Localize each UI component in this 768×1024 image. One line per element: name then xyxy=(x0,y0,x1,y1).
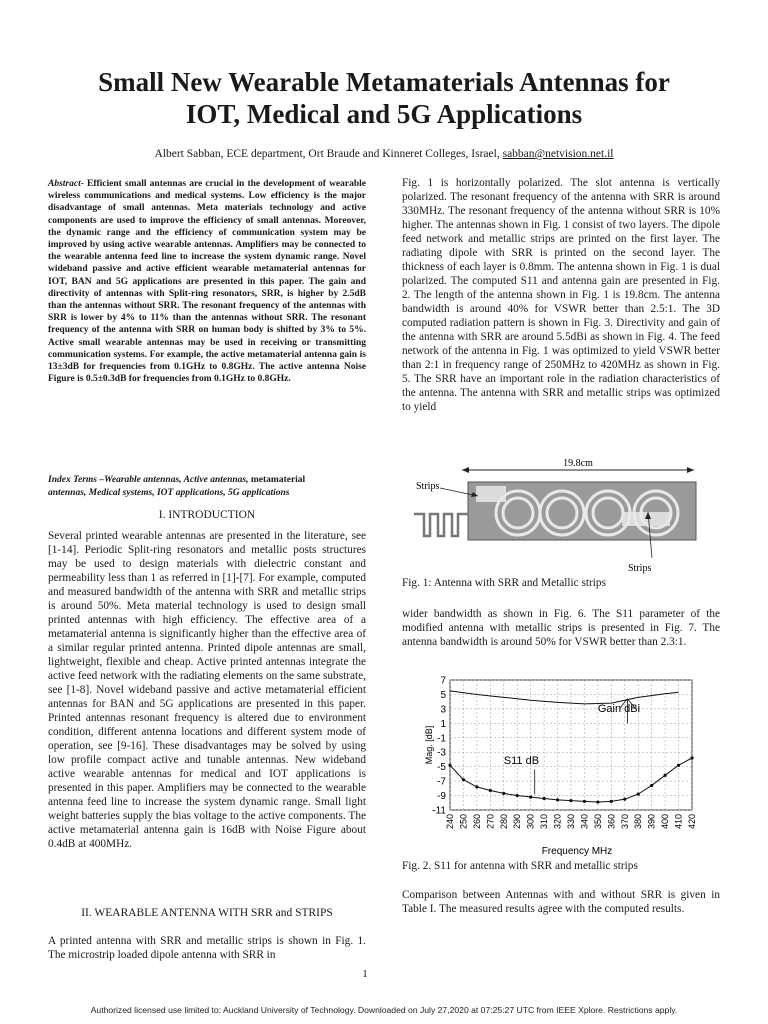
x-tick-label: 240 xyxy=(445,814,455,830)
title-line-2: IOT, Medical and 5G Applications xyxy=(185,99,583,129)
y-tick-label: -3 xyxy=(437,747,446,759)
right-para-1-block xyxy=(402,176,720,414)
footer-license: Authorized licensed use limited to: Auckland University of Technology. Downloaded on July 27,2020 at 07:25:27 UTC from IEEE Xplore. Restrictions apply. xyxy=(90,1005,678,1015)
author-affiliation: Albert Sabban, ECE department, Ort Braude and Kinneret Colleges, Israel, xyxy=(154,148,503,160)
index-terms-lead: Index Terms –Wearable antennas, Active antennas, xyxy=(48,475,249,485)
section-2-heading-wrap xyxy=(48,907,366,919)
y-tick-label: 7 xyxy=(440,675,446,687)
x-tick-label: 290 xyxy=(512,814,523,830)
y-tick-label: -9 xyxy=(437,791,446,803)
x-tick-label: 370 xyxy=(619,814,630,830)
page-number: 1 xyxy=(362,968,368,980)
x-tick-label: 420 xyxy=(687,814,697,830)
y-tick-label: -11 xyxy=(432,805,446,817)
x-tick-label: 300 xyxy=(525,814,536,830)
fig2-caption: Fig. 2. S11 for antenna with SRR and metallic strips xyxy=(402,860,638,872)
y-tick-label: -1 xyxy=(437,733,446,745)
x-tick-label: 270 xyxy=(485,814,496,830)
s11-data-point xyxy=(475,785,478,788)
x-tick-label: 260 xyxy=(471,814,482,830)
x-tick-label: 340 xyxy=(579,814,590,830)
s11-data-point xyxy=(448,764,451,767)
x-tick-label: 410 xyxy=(673,814,684,830)
s11-data-point xyxy=(569,799,572,802)
s11-data-point xyxy=(543,797,546,800)
fig2-caption-wrap xyxy=(402,860,720,872)
left-column xyxy=(48,178,366,385)
x-tick-label: 350 xyxy=(592,814,603,830)
author-email-link[interactable]: sabban@netvision.net.il xyxy=(502,148,614,160)
title-line-1: Small New Wearable Metamaterials Antennas for xyxy=(98,67,670,97)
index-terms-tail: antennas, Medical systems, IOT applications, 5G applications xyxy=(48,488,290,498)
x-tick-label: 280 xyxy=(498,814,509,830)
section-1-heading: I. INTRODUCTION xyxy=(158,509,256,521)
s11-data-point xyxy=(583,800,586,803)
s11-data-point xyxy=(489,789,492,792)
s11-data-point xyxy=(650,784,653,787)
fig1-caption: Fig. 1: Antenna with SRR and Metallic strips xyxy=(402,577,606,589)
x-tick-label: 250 xyxy=(458,814,469,830)
s11-annotation: S11 dB xyxy=(503,754,540,767)
author-line xyxy=(20,148,748,160)
index-terms-mid: metamaterial xyxy=(248,475,306,485)
s11-data-point xyxy=(462,778,465,781)
y-tick-label: 1 xyxy=(440,718,446,730)
section-1-heading-wrap xyxy=(48,509,366,521)
y-tick-label: -7 xyxy=(437,776,446,788)
index-terms xyxy=(48,474,366,500)
s11-data-point xyxy=(690,756,693,759)
strips-label-left: Strips xyxy=(416,481,440,492)
x-tick-label: 380 xyxy=(633,814,644,830)
fig2-s11-gain-chart xyxy=(402,672,702,862)
sec2-block xyxy=(48,934,366,962)
y-axis-label: Mag. [dB] xyxy=(424,725,434,765)
x-tick-label: 320 xyxy=(552,814,563,830)
s11-data-point xyxy=(664,774,667,777)
s11-data-point xyxy=(516,794,519,797)
s11-data-point xyxy=(637,793,640,796)
s11-data-point xyxy=(623,798,626,801)
paper-title xyxy=(30,66,738,130)
right-para-2-block xyxy=(402,607,720,649)
strips-label-right: Strips xyxy=(628,563,652,574)
fig1-antenna-drawing xyxy=(412,452,702,576)
dimension-label: 19.8cm xyxy=(563,458,593,469)
section-2-heading: II. WEARABLE ANTENNA WITH SRR and STRIPS xyxy=(81,907,333,919)
s11-data-point xyxy=(677,764,680,767)
s11-data-point xyxy=(556,798,559,801)
right-paragraph-2: wider bandwidth as shown in Fig. 6. The S11 parameter of the modified antenna with metallic strips is presented in Fig. 7. The antenna bandwidth is around 50% for VSWR better than 2.3:1. xyxy=(402,608,720,648)
x-tick-label: 310 xyxy=(539,814,550,830)
y-tick-label: -5 xyxy=(437,762,446,774)
right-paragraph-1: Fig. 1 is horizontally polarized. The slot antenna is vertically polarized. The resonant frequency of the antenna with SRR is around 330MHz. The resonant frequency of the antenna without SRR is 10% higher. The antennas shown in Fig. 1 consist of two layers. The dipole feed network and metallic strips are printed on the first layer. The radiating dipole with SRR is printed on the second layer. The thickness of each layer is 0.8mm. The antenna shown in Fig. 1 is dual polarized. The computed S11 and antenna gain are presented in Fig. 2. The length of the antenna shown in Fig. 1 is 19.8cm. The antenna bandwidth is around 40% for VSWR better than 2.5:1. The 3D computed radiation pattern is shown in Fig. 3. Directivity and gain of the antenna with SRR are around 5.5dBi as shown in Fig. 4. The feed network of the antenna in Fig. 1 was optimized to yield VSWR better than 2:1 in frequency range of 250MHz to 420MHz as shown in Fig. 5. The SRR have an important role in the radiation characteristics of the antenna. The antenna with SRR and metallic strips was optimized to yield xyxy=(402,177,720,413)
s11-data-point xyxy=(596,800,599,803)
y-tick-label: 3 xyxy=(440,704,446,716)
x-tick-label: 390 xyxy=(646,814,657,830)
intro-block xyxy=(48,529,366,851)
right-paragraph-3: Comparison between Antennas with and without SRR is given in Table I. The measured results agree with the computed results. xyxy=(402,889,720,915)
x-tick-label: 400 xyxy=(660,814,671,830)
s11-data-point xyxy=(502,792,505,795)
intro-paragraph: Several printed wearable antennas are presented in the literature, see [1-14]. Periodic Split-ring resonators and metallic posts structures may be used to design materials with dielectric constant and permeability less than 1 as referred in [1]-[7]. For example, computed and measured bandwidth of the antenna with SRR and metallic strips is around 50%. Meta material technology is used to design small printed antennas with high efficiency. The effective area of a metamaterial antenna is significantly higher than the effective area of a similar regular printed antenna. Printed dipole antennas are small, lightweight, flexible and cheap. Active printed antennas integrate the active feed network with the radiating elements on the same substrate, see [1-8]. Novel wideband passive and active metamaterial efficient antennas for BAN and 5G applications are presented in this paper. Printed antennas resonant frequency is altered due to environment condition, different antenna locations and different system mode of operation, see [9-16]. These disadvantages may be solved by using low profile compact active and tunable antennas. New wideband active wearable antennas for medical and IOT applications is presented in this paper. Amplifiers may be connected to the wearable antenna feed line to increase the system dynamic range. Small light weight batteries supply the bias voltage to the active components. The active metamaterial antenna gain is 16dB with Noise Figure about 0.4dB at 400MHz. xyxy=(48,530,366,850)
y-tick-label: 5 xyxy=(440,689,446,701)
abstract-lead: Abstract- xyxy=(48,179,84,189)
s11-data-point xyxy=(610,800,613,803)
meander-feed xyxy=(414,514,468,536)
abstract-body: Efficient small antennas are crucial in the development of wearable wireless communications and medical systems. Low efficiency is the major disadvantage of small antennas. Meta materials technology and active components are used to improve the efficiency of small antennas. Moreover, the dynamic range and the efficiency of communication system may be improved by using active wearable antennas. Amplifiers may be connected to the wearable antenna feed line to increase the system dynamic range. Novel wideband passive and active efficient wearable metamaterial antennas for IOT, BAN and 5G applications are presented in this paper. The gain and directivity of antennas with Split-ring resonators, SRR, is higher by 2.5dB than the antennas without SRR. The resonant frequency of the antennas with SRR is lower by 4% to 11% than the antennas without SRR. The resonant frequency of the antenna with SRR on human body is shifted by 3% to 5%. Active small wearable antennas may be used in receiving or transmitting communication systems. For example, the active metamaterial antenna gain is 13±3dB for frequencies from 0.1GHz to 0.8GHz. The active antenna Noise Figure is 0.5±0.3dB for frequencies from 0.1GHz to 0.8GHz. xyxy=(48,179,366,385)
section-2-paragraph: A printed antenna with SRR and metallic strips is shown in Fig. 1. The microstrip loaded dipole antenna with SRR in xyxy=(48,935,366,961)
x-axis-label: Frequency MHz xyxy=(541,846,613,857)
s11-data-point xyxy=(529,795,532,798)
gain-annotation: Gain dBi xyxy=(597,702,641,715)
abstract xyxy=(48,178,366,385)
right-para-3-block xyxy=(402,888,720,916)
fig1-caption-wrap xyxy=(402,577,720,589)
x-tick-label: 360 xyxy=(606,814,617,830)
x-tick-label: 330 xyxy=(566,814,576,830)
